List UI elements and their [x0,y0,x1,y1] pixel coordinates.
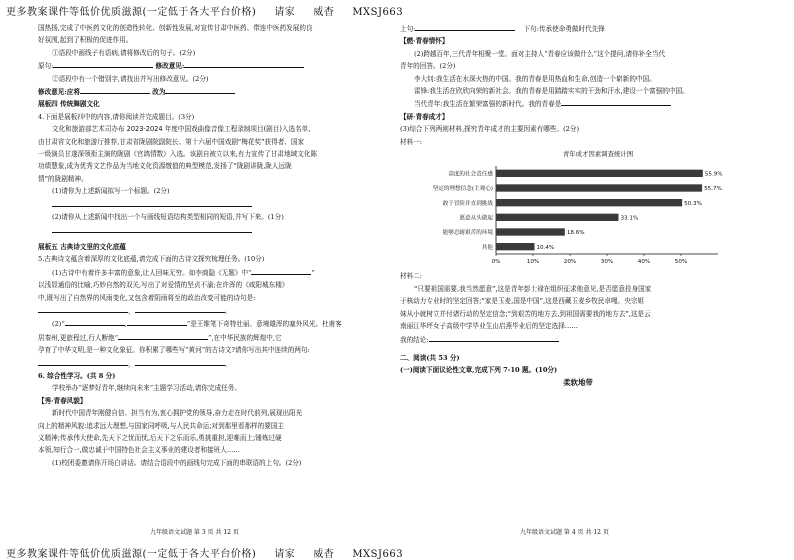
answer-blank[interactable] [38,304,128,313]
material-line: 于核动力专业时的坚定回答;“家是玉麦,国是中国”,这是西藏玉麦乡牧民卓嘎、央宗姐 [400,297,645,306]
subsection-heading: 【燃·青春情怀】 [400,37,449,46]
banner-contact: 请家 [274,549,296,560]
question-5: 5.古典诗文蕴含着深厚的文化底蕴,请完成下面的古诗文探究梳理任务。(10分) [38,255,265,264]
speaker-line: 雷锋:我生活在欣欣向荣的新社会。我的青春是用踏踏实实的干劲和汗水,建设一个富强的中国。 [414,87,689,96]
question-line: 中,既写出了自然界的风雨变化,又包含着阴雨将至的政治改变可能的诗句是: [38,293,256,302]
bar-chart [400,162,756,270]
banner-contact: 请家 [274,7,296,18]
chart-bar [496,214,618,221]
question-2: ②语段中有一个错别字,请找出并写出修改意见。(2分) [52,74,209,83]
category-label: 坚定的理想信念(主观心) [432,186,493,193]
news-line: 功绩慧象,成为优秀文艺作品为当地文化资源缴值的典型模范,发扬了“陇剧讲陇,陇人远陇 [38,162,292,171]
x-tick-label: 10% [526,259,540,266]
answer-blank[interactable] [118,331,208,340]
page-3-column [38,22,390,532]
answer-blank[interactable] [135,304,225,313]
value-label: 50.3% [684,201,702,208]
answer-blank[interactable] [80,85,150,94]
chart-bar [496,170,703,177]
material-1-label: 材料一: [400,137,423,146]
value-label: 18.6% [566,230,585,237]
subsection-heading: 【秀·青春风貌】 [38,396,87,405]
answer-blank[interactable] [38,357,128,366]
news-line: 一级演员甘遂深领衔主演的陇剧《官鸽情数》入选。该剧自被立以来,有力宣传了甘肃地域文化陈 [38,150,318,159]
value-label: 55.7% [704,186,722,193]
page-footer-4: 九年级语文试题 第 4 页 共 12 页 [520,529,609,536]
subsection-heading: 【研·青春成才】 [400,112,449,121]
x-tick-label: 40% [637,259,651,266]
conclusion-row: 我的结论: [400,333,756,346]
answer-row: ， 。 [38,304,390,317]
question-4-2: (2)请你从上述新闻中找出一个与画线短语结构类型相同的短语,并写下来。(1分) [52,213,284,222]
section-heading: 展板四 传统舞剧文化 [38,100,100,109]
answer-blank[interactable] [53,59,153,68]
question-6-1: (1)校团委邀请你开场白讲话。请结合语段中的画线句完成下面的串联语的上句。(2分) [52,458,302,467]
news-line: 由甘肃省文化和旅游厅推荐,甘肃省陇剧院副院长、第十六届中国戏剧“梅花奖”获得者、国家 [38,137,305,146]
question-1: ①语段中画线子有语病,请将修改后的句子。(2分) [52,48,196,57]
answer-blank[interactable] [561,97,671,106]
value-label: 10.4% [536,245,555,252]
answer-row: 上句: 下句:传承使命勇做时代先锋 [400,22,756,35]
question-2: (2)跨越百年,三代青年相聚一堂。面对主持人“青春应该做什么”这个提问,请你补全当代 [414,49,666,58]
banner-code: MXSJ663 [352,7,404,18]
chart-container [400,162,756,270]
answer-blank[interactable] [251,266,311,275]
chart-bar [496,185,702,192]
x-tick-label: 0% [491,259,501,266]
answer-row [38,224,390,237]
chart-bar [496,243,534,250]
answer-blank[interactable] [429,333,559,342]
question-line: 青年的回答。(2分) [400,62,456,71]
value-label: 33.1% [620,216,639,223]
question-line: 居秦州,更旅程过,行人断绝“ ”,在中华民族的辉煌中,它 [38,331,390,344]
speaker-line: 李大钊:我生活在水深火热的中国。我的青春是用热血和生命,创造一个崭新的中国。 [414,74,656,83]
category-label: 高度的社会责任感 [448,172,493,179]
chart-bar [496,229,565,236]
passage-line: 义精神;传承伟大使命,先天下之忧而忧,后天下之乐而乐,勇挑重担,迎难而上;锤炼过硬 [38,434,282,442]
answer-blank[interactable] [165,85,235,94]
banner-code: MXSJ663 [352,549,404,560]
question-line: 孕育了中华文明,是一种文化象征。你积累了哪些写“黄河”的古诗文?请你写出其中连续的两句: [38,346,310,355]
news-line: 文化和旅游部艺术司办布 2023-2024 年度中国戏曲像音像工程录制项目(剧目)入选名单, [52,125,311,134]
x-tick-label: 50% [674,259,688,266]
article-title: 柔软地带 [563,377,593,387]
answer-blank[interactable] [184,59,304,68]
paragraph-line: 国热扬,完成了中医药文化的创造性转化、创新性发展,对宣传甘肃中医药、带连中医药发展的良 [38,24,313,32]
question-6: 6. 综合性学习。(共 8 分) [38,371,116,380]
reading-instruction: (一)阅读下面议论性文章,完成下列 7-10 题。(10分) [400,366,558,375]
passage-line: 本领,知行合一,做忠诚于中国特色社会主义事业的建设者和接班人…… [38,446,241,455]
banner-text: 更多教案课件等低价优质滋源(一定低于各大平台价格) [6,549,257,560]
answer-row: ， 。 [38,357,390,370]
question-4-1: (1)请你为上述新闻拟写一个标题。(2分) [52,187,170,196]
question-4: 4.下面是展板四中的内容,请你阅读并完成题目。(3分) [38,112,195,121]
answer-blank[interactable] [135,357,225,366]
answer-blank[interactable] [415,22,515,31]
material-line: “只要祖国需要,我当然愿意”,这是青年彭士禄在组织征求他意见,是否愿意投身国家 [414,284,652,293]
answer-row [38,198,390,211]
page-4-column [400,22,756,532]
answer-blank[interactable] [127,317,187,326]
x-tick-label: 30% [600,259,614,266]
material-line: 南丽江华坪女子高级中学毕业生山启燕毕业后的坚定选择…… [400,322,579,331]
question-5-2: (2)“ , ”是王维笔下奇特壮丽、意境雄浑的塞外风光。杜甫客 [38,317,390,330]
question-6-intro: 学校举办“逐梦好青年,继续向未来”主题学习活动,请你完成任务。 [52,384,241,393]
passage-line: 向上的精神风貌:追求远大理想,与国家同呼吸,与人民共命运;对到那里看那样的要国主 [38,421,285,430]
question-5-1: (1)古诗中有着许多丰富的意象,让人回味无穷。如李商隐《无题》中“ ” [38,266,390,279]
category-label: 其他 [481,245,493,252]
banner-text: 更多教案课件等低价优质滋源(一定低于各大平台价格) [6,7,257,18]
section-heading: 展板五 古典诗文里的文化底蕴 [38,242,127,251]
category-label: 愿意从头做起 [459,216,493,223]
answer-row: 修改意见:应将 改为 [38,85,390,98]
x-tick-label: 20% [563,259,577,266]
material-2-label: 材料二: [400,272,423,281]
question-3: (3)综合下列两则材料,探究青年成才的主要因素有哪些。(2分) [400,125,580,134]
answer-blank[interactable] [52,224,252,233]
category-label: 能够忍耐艰苦的环境 [442,230,493,237]
material-line: 妹从小就树立并付诸行动的坚定信念;“到艰苦的地方去,到祖国需要我的地方去”,这是云 [400,309,651,318]
category-label: 敢于冒险并直到挑战 [442,201,493,208]
paragraph-line: 好氛围,起到了积极的促进作用。 [38,36,133,45]
speaker-line: 当代青年:我生活在繁荣富强的新时代。我的青春是 [400,97,756,110]
chart-bar [496,199,682,206]
bottom-banner [6,545,421,560]
question-line: 以浅显通俗的比喻,巧妙自然的双关,写出了对爱情的坚贞不渝;在许浑的《咸阳城东楼》 [38,281,289,290]
section-heading: 二、阅读(共 53 分) [400,353,460,362]
answer-blank[interactable] [52,198,252,207]
answer-row: 原句: 修改意见: [38,59,390,72]
chart-title: 青年成才因素调查统计图 [562,150,634,159]
top-banner [6,3,421,18]
banner-name: 威杳 [313,549,335,560]
banner-name: 威杳 [313,7,335,18]
value-label: 55.9% [704,172,723,179]
news-line: 情”的陇剧精神。 [38,174,88,183]
page-footer-3: 九年级语文试题 第 3 页 共 12 页 [150,529,239,536]
passage-line: 新时代中国青年刚健自信、担当有为,衷心拥护党的领导,奋力走在时代前列,展现出阳光 [52,409,303,418]
answer-blank[interactable] [65,317,125,326]
